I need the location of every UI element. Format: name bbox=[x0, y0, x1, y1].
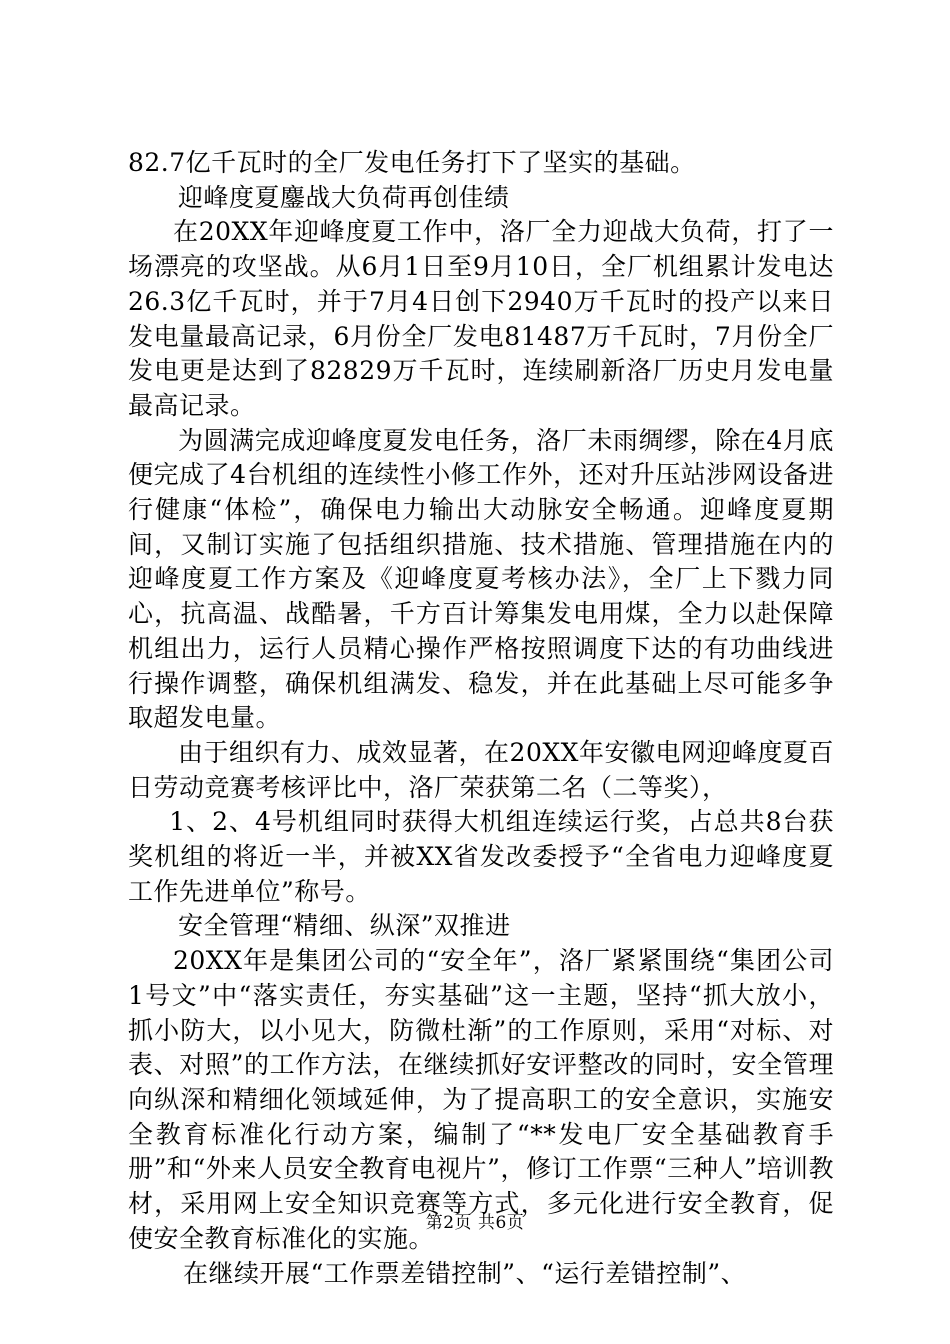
paragraph-peak-summer-results: 在20XX年迎峰度夏工作中，洛厂全力迎战大负荷，打了一场漂亮的攻坚战。从6月1日至9月10日，全厂机组累计发电达26.3亿千瓦时，并于7月4日创下2940万千瓦时的投产以来日发电量最高记录，6月份全厂发电81487万千瓦时，7月份全厂发电更是达到了82829万千瓦时，连续刷新洛厂历史月发电量最高记录。 bbox=[128, 217, 834, 420]
section-heading-safety: 安全管理“精细、纵深”双推进 bbox=[178, 911, 511, 941]
paragraph-unit-awards: 1、2、4号机组同时获得大机组连续运行奖，占总共8台获奖机组的将近一半，并被XX省发改委授予“全省电力迎峰度夏工作先进单位”称号。 bbox=[128, 807, 834, 906]
paragraph-safety-year: 20XX年是集团公司的“安全年”，洛厂紧紧围绕“集团公司1号文”中“落实责任，夯实基础”这一主题，坚持“抓大放小，抓小防大，以小见大，防微杜渐”的工作原则，采用“对标、对表、对照”的工作方法，在继续抓好安评整改的同时，安全管理向纵深和精细化领域延伸，为了提高职工的安全意识，实施安全教育标准化行动方案，编制了“**发电厂安全基础教育手册”和“外来人员安全教育电视片”，修订工作票“三种人”培训教材，采用网上安全知识竞赛等方式，多元化进行安全教育，促使安全教育标准化的实施。 bbox=[128, 946, 834, 1253]
paragraph-error-control: 在继续开展“工作票差错控制”、“运行差错控制”、 bbox=[183, 1258, 747, 1288]
document-body bbox=[128, 146, 834, 1291]
page-footer: 第2页 共6页 bbox=[425, 1213, 525, 1233]
paragraph-peak-summer-measures: 为圆满完成迎峰度夏发电任务，洛厂未雨绸缪，除在4月底便完成了4台机组的连续性小修工作外，还对升压站涉网设备进行健康“体检”，确保电力输出大动脉安全畅通。迎峰度夏期间，又制订实施了包括组织措施、技术措施、管理措施在内的迎峰度夏工作方案及《迎峰度夏考核办法》，全厂上下戮力同心，抗高温、战酷暑，千方百计筹集发电用煤，全力以赴保障机组出力，运行人员精心操作严格按照调度下达的有功曲线进行操作调整，确保机组满发、稳发，并在此基础上尽可能多争取超发电量。 bbox=[128, 425, 834, 733]
section-heading-peak-summer: 迎峰度夏鏖战大负荷再创佳绩 bbox=[178, 182, 510, 212]
paragraph-competition-award: 由于组织有力、成效显著，在20XX年安徽电网迎峰度夏百日劳动竞赛考核评比中，洛厂荣获第二名（二等奖）， bbox=[128, 737, 834, 802]
paragraph-continuation: 82.7亿千瓦时的全厂发电任务打下了坚实的基础。 bbox=[128, 148, 696, 177]
